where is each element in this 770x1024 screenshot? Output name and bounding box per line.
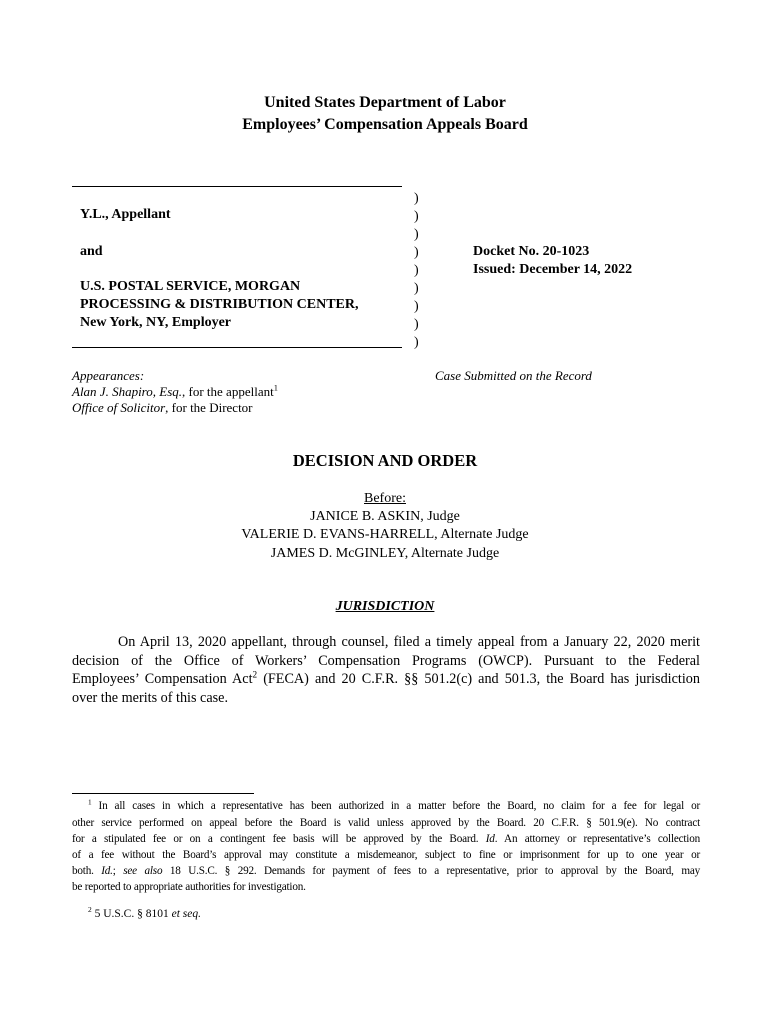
appearances-label: Appearances: xyxy=(72,368,145,383)
footnote-1-line-4: of a fee without the Board’s approval may constitute a misdemeanor, subject to fine or imprisonment for up to one year or xyxy=(72,849,700,861)
appellant-counsel: Alan J. Shapiro, Esq., for the appellant$^1$ xyxy=(72,382,278,399)
footnote-1-line-2: other service performed on appeal before the Board is valid unless approved by the Board. 20 C.F.R. § 501.9(e). No contract xyxy=(72,817,700,829)
decision-title: DECISION AND ORDER xyxy=(292,451,478,470)
footnote-1-line-5: both. Id.; see also 18 U.S.C. § 292. Demands for payment of fees to a representative, prior to approval by the Board, may xyxy=(72,865,700,877)
footnote-1-line-1: $^1$ In all cases in which a representative has been authorized in a matter before the Board, no claim for a fee for legal or xyxy=(88,798,700,812)
judge-2: VALERIE D. EVANS-HARRELL, Alternate Judge xyxy=(241,527,529,542)
employer-line-2: PROCESSING & DISTRIBUTION CENTER, xyxy=(80,297,359,312)
judge-3: JAMES D. McGINLEY, Alternate Judge xyxy=(270,546,500,561)
caption-bottom-rule xyxy=(72,347,402,348)
before-label: Before: xyxy=(364,491,406,506)
judge-1: JANICE B. ASKIN, Judge xyxy=(310,509,460,524)
jurisdiction-line-1: On April 13, 2020 appellant, through counsel, filed a timely appeal from a January 22, 2020 merit xyxy=(118,634,700,650)
jurisdiction-line-3: Employees’ Compensation Act$^2$ (FECA) and 20 C.F.R. §§ 501.2(c) and 501.3, the Board has jurisdiction xyxy=(72,669,700,687)
footnote-ref-1: 1 xyxy=(273,382,278,393)
jurisdiction-line-2: decision of the Office of Workers’ Compensation Programs (OWCP). Pursuant to the Federal xyxy=(72,653,700,669)
caption-top-rule xyxy=(72,186,402,187)
employer-line-3: New York, NY, Employer xyxy=(80,315,232,330)
director-counsel: Office of Solicitor, for the Director xyxy=(72,400,253,415)
employer-line-1: U.S. POSTAL SERVICE, MORGAN xyxy=(80,279,301,294)
jurisdiction-line-4: over the merits of this case. xyxy=(72,690,229,706)
jurisdiction-heading: JURISDICTION xyxy=(335,599,435,614)
board-name: Employees’ Compensation Appeals Board xyxy=(242,116,528,133)
footnote-ref-2: 2 xyxy=(252,669,258,680)
footnote-2: $^2$ 5 U.S.C. § 8101 et seq. xyxy=(88,905,201,920)
issued-date: Issued: December 14, 2022 xyxy=(473,262,633,277)
docket-number: Docket No. 20-1023 xyxy=(473,244,590,259)
footnote-1-line-6: be reported to appropriate authorities for investigation. xyxy=(72,881,306,893)
case-submitted-note: Case Submitted on the Record xyxy=(435,368,592,383)
agency-name: United States Department of Labor xyxy=(264,94,506,111)
footnote-1-line-3: for a stipulated fee or on a contingent fee basis will be approved by the Board. Id. An attorney or representative’s collection xyxy=(72,833,700,845)
appellant-name: Y.L., Appellant xyxy=(80,207,171,222)
footnote-separator xyxy=(72,793,254,794)
caption-and: and xyxy=(80,244,103,259)
